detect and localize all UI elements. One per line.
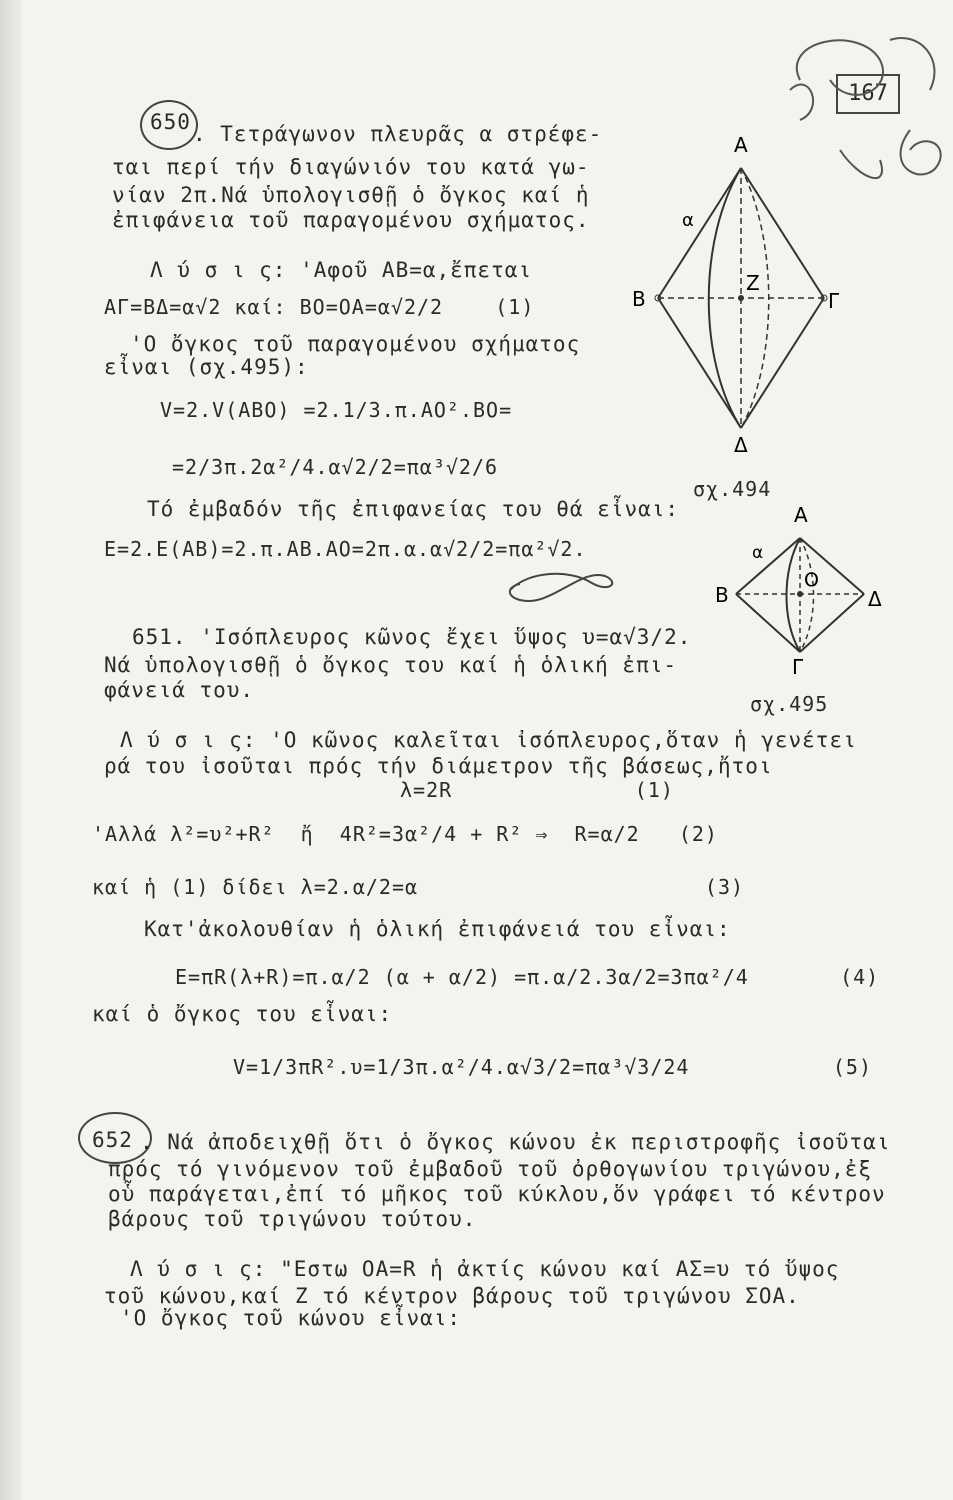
fig494-label-z: Ζ [746, 271, 760, 295]
p652-solution-2: τοῦ κώνου,καί Ζ τό κέντρον βάρους τοῦ τριγώνου ΣΟΑ. [104, 1284, 800, 1308]
p651-line-3: φάνειά του. [104, 678, 255, 702]
page-binding-edge [0, 0, 22, 1500]
separator-flourish [500, 568, 630, 610]
p651-equation-3: καί ἡ (1) δίδει λ=2.α/2=α (3) [92, 875, 745, 899]
fig495-caption: σχ.495 [750, 692, 829, 716]
problem-number-650: 650 [150, 110, 191, 134]
p651-equation-1: λ=2R (1) [400, 778, 674, 802]
p651-equation-2: 'Αλλά λ²=υ²+R² ἤ 4R²=3α²/4 + R² ⇒ R=α/2 (2) [92, 822, 718, 846]
p650-equation-volume-result: =2/3π.2α²/4.α√2/2=πα³√2/6 [172, 455, 499, 479]
p650-line-3: νίαν 2π.Νά ὑπολογισθῇ ὁ ὄγκος καί ἡ [112, 183, 590, 207]
fig494-label-a: Α [734, 133, 748, 157]
p651-line-1: 651. 'Ισόπλευρος κῶνος ἔχει ὕψος υ=α√3/2. [132, 625, 692, 649]
p652-line-3: οὗ παράγεται,ἐπί τό μῆκος τοῦ κύκλου,ὅν γράφει τό κέντρον [108, 1182, 886, 1206]
p651-solution-3: Κατ'ἀκολουθίαν ἡ ὁλική ἐπιφάνειά του εἶναι: [144, 917, 731, 941]
fig494-label-b: Β [632, 287, 646, 311]
p652-solution-1: Λ ύ σ ι ς: "Εστω ΟΑ=R ἡ ἀκτίς κώνου καί ΑΣ=υ τό ὕψος [130, 1257, 840, 1281]
fig494-label-side: α [682, 210, 694, 231]
p652-solution-3: 'Ο ὄγκος τοῦ κώνου εἶναι: [120, 1306, 462, 1330]
problem-number-652: 652 [92, 1128, 133, 1152]
p651-solution-2: ρά του ἰσοῦται πρός τήν διάμετρον τῆς βάσεως,ἤτοι [104, 754, 773, 778]
p650-line-4: ἐπιφάνεια τοῦ παραγομένου σχήματος. [112, 208, 590, 232]
p650-solution-3: 'Ο ὄγκος τοῦ παραγομένου σχήματος [130, 332, 581, 356]
p651-line-2: Νά ὑπολογισθῇ ὁ ὄγκος του καί ἡ ὁλική ἐπι- [104, 653, 678, 677]
p650-line-2: ται περί τήν διαγώνιόν του κατά γω- [112, 155, 590, 179]
fig495-label-side: α [752, 543, 764, 563]
p650-solution-4: εἶναι (σχ.495): [104, 355, 309, 379]
p650-line-1: . Τετράγωνον πλευρᾶς α στρέφε- [193, 122, 603, 146]
p650-solution-5: Τό ἐμβαδόν τῆς ἐπιφανείας του θά εἶναι: [147, 497, 680, 521]
p651-solution-1: Λ ύ σ ι ς: 'Ο κῶνος καλεῖται ἰσόπλευρος,ὅταν ἡ γενέτει [120, 728, 857, 752]
p651-equation-5: V=1/3πR².υ=1/3π.α²/4.α√3/2=πα³√3/24 (5) [233, 1055, 873, 1079]
page-number: 167 [836, 74, 900, 114]
fig494-label-g: Γ [828, 289, 840, 313]
fig495-label-o: Ο [804, 569, 819, 591]
p651-equation-4: Ε=πR(λ+R)=π.α/2 (α + α/2) =π.α/2.3α/2=3πα²/4 (4) [175, 965, 880, 989]
p652-line-2: πρός τό γινόμενον τοῦ ἐμβαδοῦ τοῦ ὀρθογωνίου τριγώνου,ἐξ [108, 1157, 873, 1181]
fig495-label-a: Α [794, 503, 808, 527]
figure-494 [628, 130, 838, 460]
fig494-label-d: Δ [734, 433, 748, 457]
p650-solution-2: ΑΓ=ΒΔ=α√2 καί: ΒΟ=ΟΑ=α√2/2 (1) [104, 295, 535, 319]
p650-equation-surface: Ε=2.Ε(ΑΒ)=2.π.ΑΒ.ΑΟ=2π.α.α√2/2=πα²√2. [104, 537, 587, 561]
fig495-label-g: Γ [792, 655, 804, 679]
fig495-label-d: Δ [868, 587, 882, 611]
p650-solution-1: Λ ύ σ ι ς: 'Αφοῦ ΑΒ=α,ἔπεται [150, 258, 533, 282]
p652-line-4: βάρους τοῦ τριγώνου τούτου. [108, 1207, 477, 1231]
figure-495 [712, 502, 892, 682]
p651-solution-4: καί ὁ ὄγκος του εἶναι: [92, 1002, 393, 1026]
fig494-caption: σχ.494 [693, 477, 772, 501]
p650-equation-volume: V=2.V(ΑΒΟ) =2.1/3.π.ΑΟ².ΒΟ= [160, 398, 513, 422]
p652-line-1: . Νά ἀποδειχθῇ ὅτι ὁ ὄγκος κώνου ἐκ περιστροφῆς ἰσοῦται [140, 1130, 891, 1154]
fig495-label-b: Β [715, 583, 729, 607]
